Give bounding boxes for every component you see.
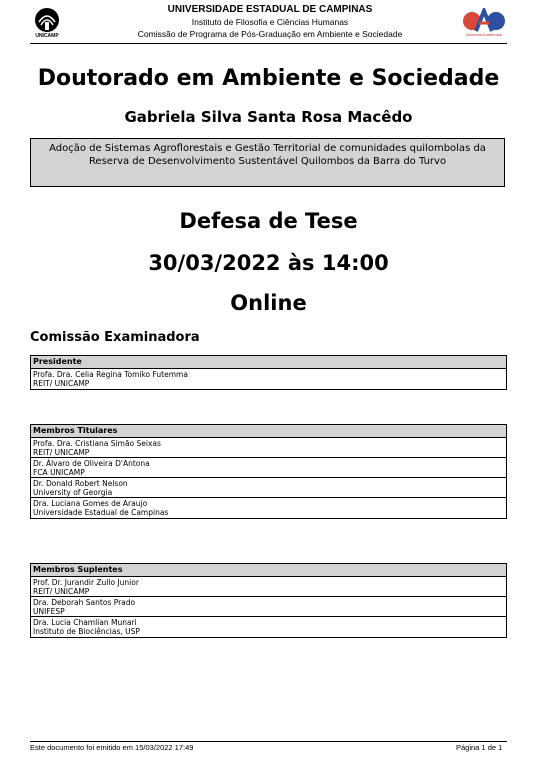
titulares-table xyxy=(30,424,507,519)
member-affiliation: REIT/ UNICAMP xyxy=(33,587,90,596)
unicamp-logo xyxy=(32,6,62,42)
event-datetime: 30/03/2022 às 14:00 xyxy=(148,251,389,275)
table-row xyxy=(31,577,506,597)
dac-logo xyxy=(460,8,508,40)
table-header: Membros Titulares xyxy=(31,425,506,438)
member-affiliation: Instituto de Biociências, USP xyxy=(33,627,140,636)
student-name: Gabriela Silva Santa Rosa Macêdo xyxy=(124,108,413,126)
table-row xyxy=(31,498,506,518)
header-divider xyxy=(30,43,507,44)
member-affiliation: FCA UNICAMP xyxy=(33,468,85,477)
member-name: Dr. Donald Robert Nelson xyxy=(33,479,128,488)
member-name: Profa. Dra. Celia Regina Tomiko Futemma xyxy=(33,370,188,379)
suplentes-table xyxy=(30,563,507,638)
president-table xyxy=(30,355,507,390)
table-header: Presidente xyxy=(31,356,506,369)
footer-divider xyxy=(30,741,507,742)
thesis-title: Adoção de Sistemas Agroflorestais e Gestão Territorial de comunidades quilombolas da Reserva de Desenvolvimento Sustentável Quilombos da Barra do Turvo xyxy=(30,138,505,187)
member-name: Dr. Álvaro de Oliveira D'Antona xyxy=(33,459,150,468)
member-affiliation: REIT/ UNICAMP xyxy=(33,448,90,457)
issued-timestamp: Este documento foi emitido em 15/03/2022 17:49 xyxy=(30,743,194,752)
member-affiliation: University of Georgia xyxy=(33,488,113,497)
table-header: Membros Suplentes xyxy=(31,564,506,577)
member-name: Dra. Lucia Chamlian Munari xyxy=(33,618,137,627)
table-row xyxy=(31,369,506,389)
member-name: Dra. Luciana Gomes de Araujo xyxy=(33,499,148,508)
member-name: Dra. Deborah Santos Prado xyxy=(33,598,136,607)
page-number: Página 1 de 1 xyxy=(456,743,503,752)
dac-logo-text: Diretoria Acadêmica xyxy=(466,32,502,37)
table-row xyxy=(31,438,506,458)
table-row xyxy=(31,617,506,637)
commission-name: Comissão de Programa de Pós-Graduação em Ambiente e Sociedade xyxy=(137,29,403,39)
event-type: Defesa de Tese xyxy=(179,209,358,233)
table-row xyxy=(31,478,506,498)
member-name: Profa. Dra. Cristiana Simão Seixas xyxy=(33,439,161,448)
member-affiliation: REIT/ UNICAMP xyxy=(33,379,90,388)
member-affiliation: Universidade Estadual de Campinas xyxy=(33,508,169,517)
table-row xyxy=(31,597,506,617)
member-name: Prof. Dr. Jurandir Zullo Junior xyxy=(33,578,139,587)
document-header xyxy=(110,4,430,40)
institute-name: Instituto de Filosofia e Ciências Humanas xyxy=(191,17,349,27)
university-name: UNIVERSIDADE ESTADUAL DE CAMPINAS xyxy=(167,4,373,15)
program-title: Doutorado em Ambiente e Sociedade xyxy=(37,66,500,91)
member-affiliation: UNIFESP xyxy=(33,607,65,616)
table-row xyxy=(31,458,506,478)
event-location: Online xyxy=(230,291,307,315)
committee-heading: Comissão Examinadora xyxy=(30,330,200,345)
unicamp-logo-text: UNICAMP xyxy=(35,33,59,39)
